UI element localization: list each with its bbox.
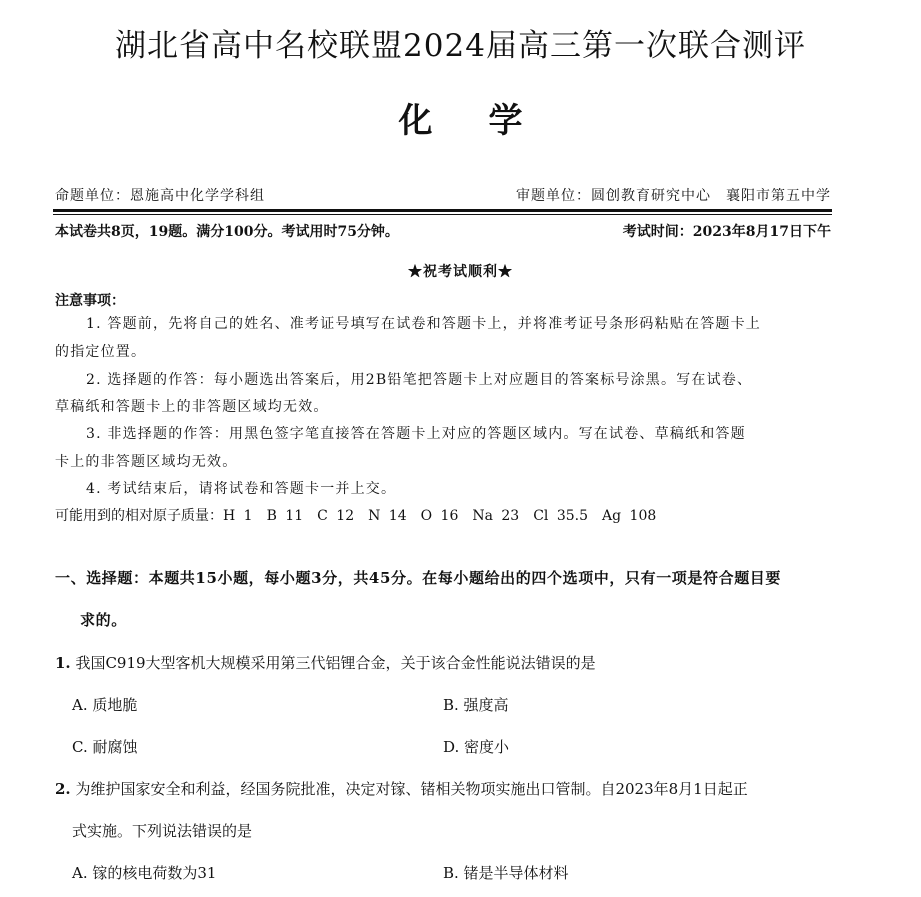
question-1-option-c: C. 耐腐蚀	[72, 738, 138, 756]
notice-heading: 注意事项：	[55, 293, 125, 309]
section1-heading-line1: 一、选择题：本题共15小题，每小题3分，共45分。在每小题给出的四个选项中，只有一项是符合题目要	[55, 569, 781, 587]
notice-item-3-line2: 卡上的非答题区域均无效。	[55, 454, 238, 470]
question-1-stem	[55, 652, 596, 673]
question-2-text-line2: 式实施。下列说法错误的是	[72, 822, 253, 840]
question-2-number: 2.	[55, 780, 71, 798]
question-1-number: 1.	[55, 654, 71, 672]
subject-title: 化学	[398, 101, 579, 141]
question-2-option-b: B. 锗是半导体材料	[443, 864, 569, 882]
question-1-option-d: D. 密度小	[443, 738, 510, 756]
notice-item-4: 4. 考试结束后，请将试卷和答题卡一并上交。	[86, 481, 397, 497]
exam-title: 湖北省高中名校联盟2024届高三第一次联合测评	[115, 28, 806, 64]
notice-item-2-line1: 2. 选择题的作答：每小题选出答案后，用2B铅笔把答题卡上对应题目的答案标号涂黑。写在试卷、	[86, 372, 753, 388]
question-2-text-line1: 为维护国家安全和利益，经国务院批准，决定对镓、锗相关物项实施出口管制。自2023年8月1日起正	[75, 780, 748, 798]
header-divider-thin	[53, 214, 832, 215]
notice-item-3-line1: 3. 非选择题的作答：用黑色签字笔直接答在答题卡上对应的答题区域内。写在试卷、草稿纸和答题	[86, 426, 746, 442]
reviewer-unit: 审题单位：圆创教育研究中心 襄阳市第五中学	[516, 188, 831, 204]
good-luck-banner: ★祝考试顺利★	[408, 264, 513, 280]
section1-heading-line2: 求的。	[80, 611, 127, 629]
exam-info: 本试卷共8页，19题。满分100分。考试用时75分钟。	[55, 224, 399, 240]
question-2-stem	[55, 778, 748, 799]
notice-item-2-line2: 草稿纸和答题卡上的非答题区域均无效。	[55, 399, 329, 415]
question-1-option-a: A. 质地脆	[72, 696, 138, 714]
exam-time: 考试时间：2023年8月17日下午	[622, 224, 831, 240]
atomic-masses: 可能用到的相对原子质量：H 1 B 11 C 12 N 14 O 16 Na 23 Cl 35.5 Ag 108	[55, 508, 657, 524]
question-1-text: 我国C919大型客机大规模采用第三代铝锂合金，关于该合金性能说法错误的是	[75, 654, 596, 672]
notice-item-1-line2: 的指定位置。	[55, 344, 147, 360]
question-1-option-b: B. 强度高	[443, 696, 509, 714]
header-divider-thick	[53, 209, 832, 212]
setter-unit: 命题单位：恩施高中化学学科组	[55, 188, 265, 204]
question-2-option-a: A. 镓的核电荷数为31	[72, 864, 217, 882]
notice-item-1-line1: 1. 答题前，先将自己的姓名、准考证号填写在试卷和答题卡上，并将准考证号条形码粘贴在答题卡上	[86, 316, 762, 332]
